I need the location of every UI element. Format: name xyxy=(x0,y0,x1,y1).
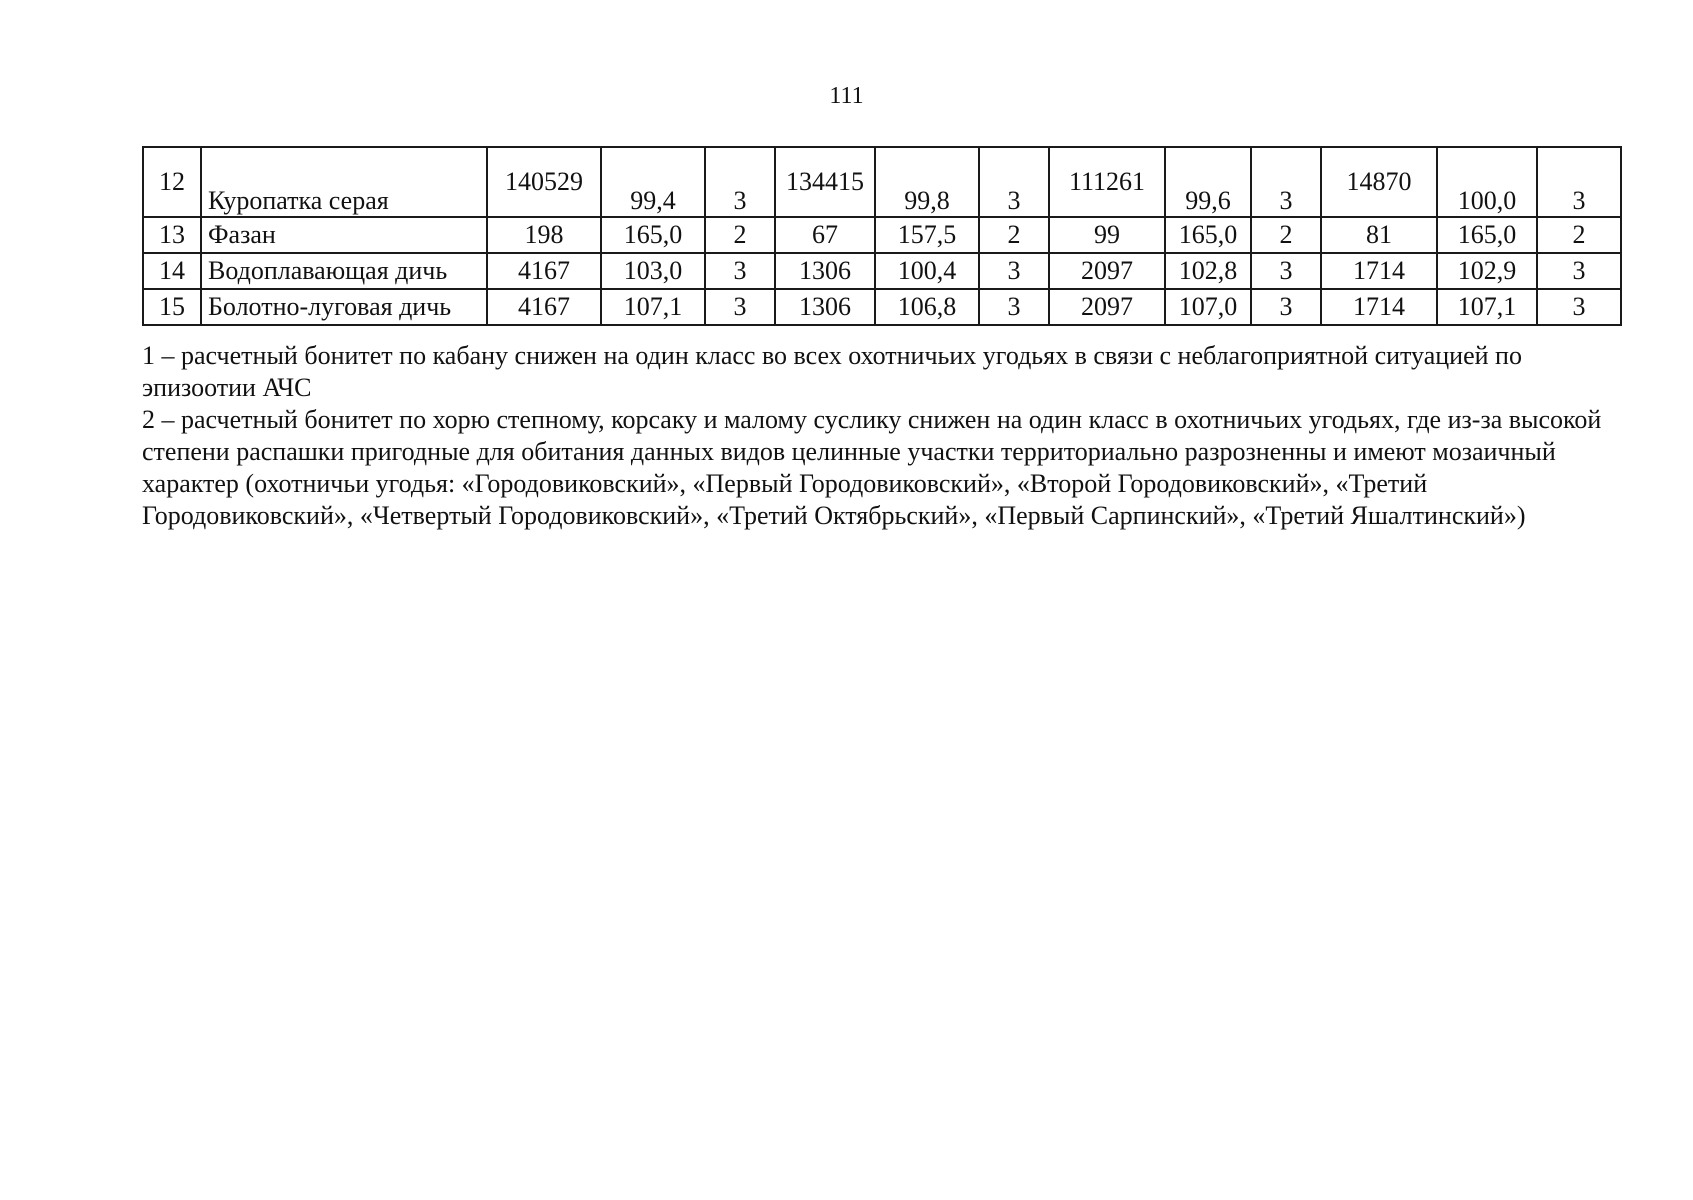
value-cell: 99,4 xyxy=(601,147,705,217)
value-cell: 1306 xyxy=(775,253,875,289)
table-row xyxy=(143,289,1621,325)
value-cell: 157,5 xyxy=(875,217,979,253)
value-cell: 99,8 xyxy=(875,147,979,217)
value-cell: 3 xyxy=(1251,253,1321,289)
value-cell: 165,0 xyxy=(1165,217,1251,253)
value-cell: 102,9 xyxy=(1437,253,1537,289)
footnotes xyxy=(142,340,1612,532)
value-cell: 67 xyxy=(775,217,875,253)
value-cell: 14870 xyxy=(1321,147,1437,217)
value-cell: 3 xyxy=(705,289,775,325)
value-cell: 2097 xyxy=(1049,289,1165,325)
data-table xyxy=(142,146,1622,326)
species-name-cell: Куропатка серая xyxy=(201,147,487,217)
value-cell: 3 xyxy=(1537,289,1621,325)
table-row xyxy=(143,253,1621,289)
table-row xyxy=(143,217,1621,253)
value-cell: 103,0 xyxy=(601,253,705,289)
value-cell: 99 xyxy=(1049,217,1165,253)
table-row xyxy=(143,147,1621,217)
species-name-cell: Болотно-луговая дичь xyxy=(201,289,487,325)
value-cell: 2 xyxy=(1537,217,1621,253)
value-cell: 1714 xyxy=(1321,289,1437,325)
value-cell: 1714 xyxy=(1321,253,1437,289)
value-cell: 140529 xyxy=(487,147,601,217)
value-cell: 3 xyxy=(1251,147,1321,217)
footnote-2: 2 – расчетный бонитет по хорю степному, корсаку и малому суслику снижен на один класс в охотничьих угодьях, где из-за высокой степени распашки пригодные для обитания данных видов целинные участки территориально разрозненны и имеют мозаичный характер (охотничьи угодья: «Городовиковский», «Первый Городовиковский», «Второй Городовиковский», «Третий Городовиковский», «Четвертый Городовиковский», «Третий Октябрьский», «Первый Сарпинский», «Третий Яшалтинский») xyxy=(142,405,1602,530)
value-cell: 99,6 xyxy=(1165,147,1251,217)
value-cell: 111261 xyxy=(1049,147,1165,217)
row-number-cell: 12 xyxy=(143,147,201,217)
value-cell: 3 xyxy=(979,253,1049,289)
value-cell: 134415 xyxy=(775,147,875,217)
value-cell: 3 xyxy=(1251,289,1321,325)
value-cell: 4167 xyxy=(487,253,601,289)
value-cell: 107,1 xyxy=(1437,289,1537,325)
table-body xyxy=(143,147,1621,325)
value-cell: 165,0 xyxy=(601,217,705,253)
value-cell: 3 xyxy=(1537,253,1621,289)
value-cell: 107,1 xyxy=(601,289,705,325)
value-cell: 3 xyxy=(979,289,1049,325)
page-number: 111 xyxy=(829,83,864,109)
value-cell: 198 xyxy=(487,217,601,253)
value-cell: 81 xyxy=(1321,217,1437,253)
value-cell: 4167 xyxy=(487,289,601,325)
value-cell: 100,0 xyxy=(1437,147,1537,217)
value-cell: 3 xyxy=(705,253,775,289)
value-cell: 2 xyxy=(979,217,1049,253)
value-cell: 3 xyxy=(705,147,775,217)
value-cell: 3 xyxy=(979,147,1049,217)
footnote-1: 1 – расчетный бонитет по кабану снижен на один класс во всех охотничьих угодьях в связи с неблагоприятной ситуацией по эпизоотии АЧС xyxy=(142,341,1522,402)
row-number-cell: 15 xyxy=(143,289,201,325)
value-cell: 2097 xyxy=(1049,253,1165,289)
species-name-cell: Фазан xyxy=(201,217,487,253)
row-number-cell: 13 xyxy=(143,217,201,253)
value-cell: 165,0 xyxy=(1437,217,1537,253)
value-cell: 3 xyxy=(1537,147,1621,217)
value-cell: 107,0 xyxy=(1165,289,1251,325)
value-cell: 2 xyxy=(705,217,775,253)
value-cell: 1306 xyxy=(775,289,875,325)
species-name-cell: Водоплавающая дичь xyxy=(201,253,487,289)
value-cell: 100,4 xyxy=(875,253,979,289)
value-cell: 102,8 xyxy=(1165,253,1251,289)
value-cell: 106,8 xyxy=(875,289,979,325)
row-number-cell: 14 xyxy=(143,253,201,289)
value-cell: 2 xyxy=(1251,217,1321,253)
